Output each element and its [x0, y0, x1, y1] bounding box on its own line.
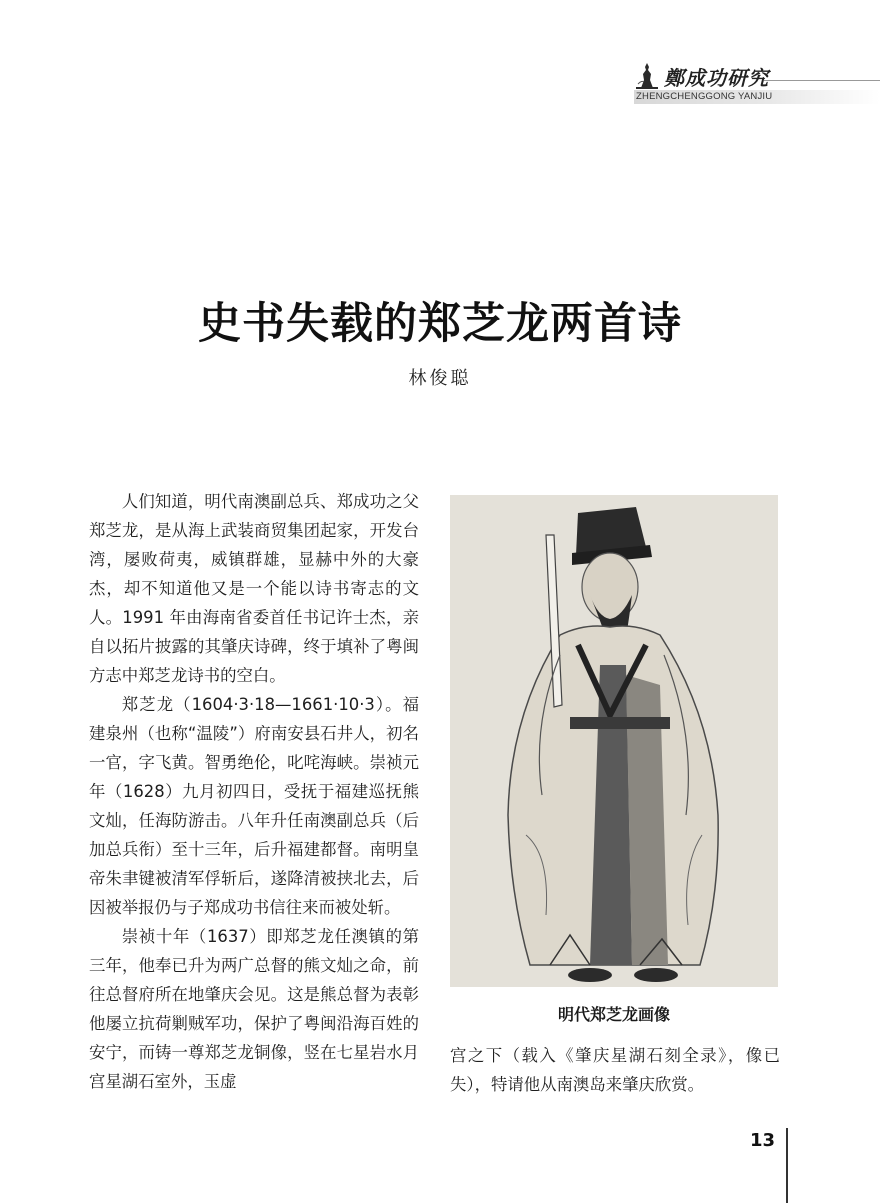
page-number-rule	[786, 1128, 788, 1203]
paragraph: 人们知道，明代南澳副总兵、郑成功之父郑芝龙，是从海上武装商贸集团起家，开发台湾，屡败荷夷，威镇群雄，显赫中外的大豪杰，却不知道他又是一个能以诗书寄志的文人。1991 年由海南省委首任书记许士杰，亲自以拓片披露的其肇庆诗碑，终于填补了粤闽方志中郑芝龙诗书的空白。	[89, 492, 419, 685]
portrait-image	[450, 495, 778, 987]
article-body-left	[89, 487, 419, 1096]
journal-masthead	[634, 60, 880, 106]
paragraph: 崇祯十年（1637）即郑芝龙任澳镇的第三年，他奉已升为两广总督的熊文灿之命，前往总督府所在地肇庆会见。这是熊总督为表彰他屡立抗荷剿贼军功，保护了粤闽沿海百姓的安宁，而铸一尊郑芝龙铜像，竖在七星岩水月宫星湖石室外，玉虚	[89, 927, 419, 1091]
portrait-illustration	[450, 495, 778, 987]
paragraph: 郑芝龙（1604·3·18—1661·10·3）。福建泉州（也称“温陵”）府南安县石井人，初名一官，字飞黄。智勇绝伦，叱咤海峡。崇祯元年（1628）九月初四日，受抚于福建巡抚熊文灿，任海防游击。八年升任南澳副总兵（后加总兵衔）至十三年，后升福建都督。南明皇帝朱聿键被清军俘斩后，遂降清被挟北去，后因被举报仍与子郑成功书信往来而被处斩。	[89, 695, 419, 917]
article-title: 史书失载的郑芝龙两首诗	[198, 299, 682, 349]
paragraph-continuation: 宫之下（载入《肇庆星湖石刻全录》，像已失），特请他从南澳岛来肇庆欣赏。	[450, 1046, 780, 1094]
figure-caption: 明代郑芝龙画像	[557, 1005, 670, 1024]
journal-subtitle: ZHENGCHENGGONG YANJIU	[636, 91, 773, 102]
masthead-rule	[764, 80, 880, 81]
journal-title: 鄭成功研究	[664, 66, 769, 90]
statue-logo-icon	[634, 62, 660, 90]
article-body-right	[450, 1041, 780, 1099]
article-author: 林俊聪	[408, 368, 472, 389]
page-number: 13	[750, 1130, 776, 1151]
